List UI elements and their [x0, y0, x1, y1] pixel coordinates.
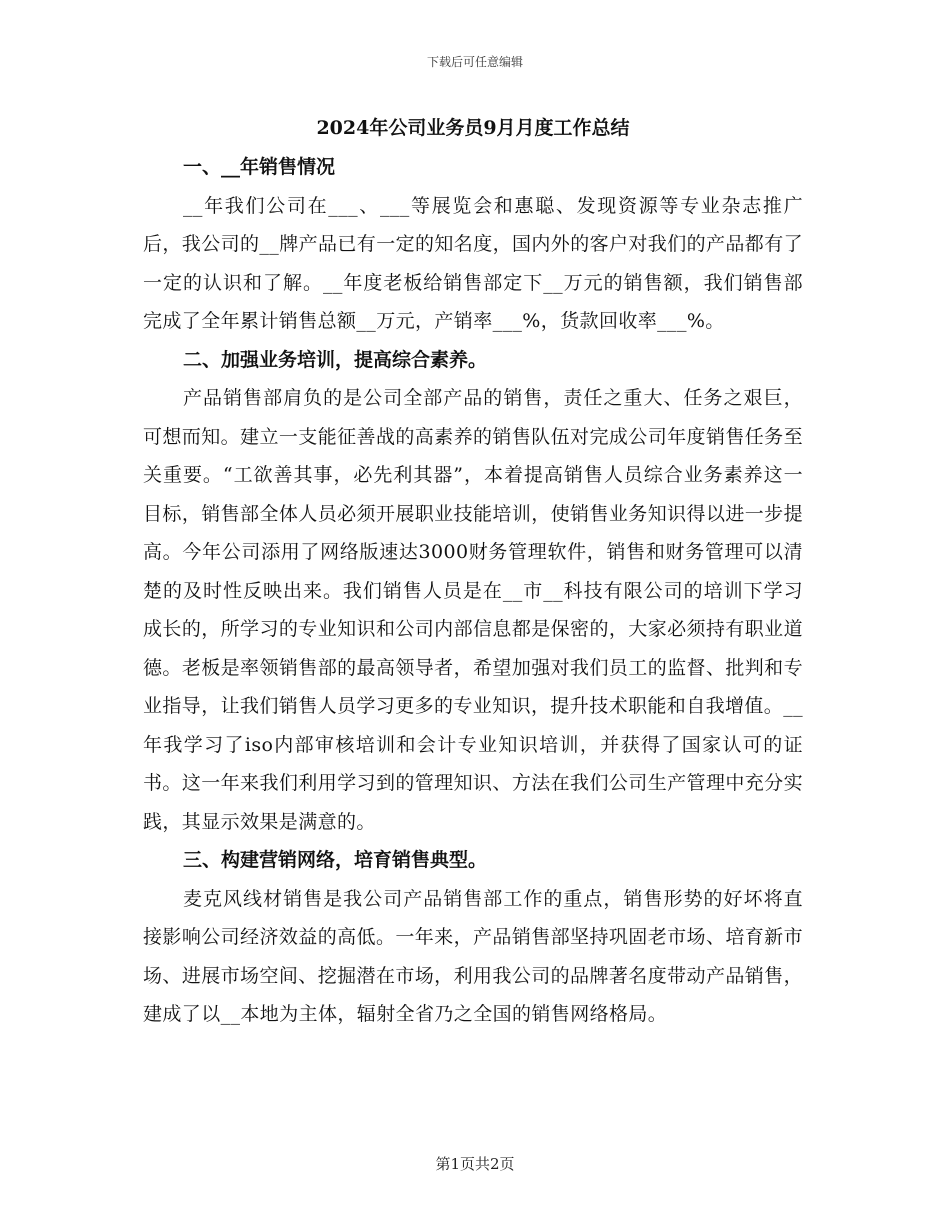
section-heading-3: 三、构建营销网络，培育销售典型。	[183, 849, 488, 871]
page-footer: 第1页共2页	[435, 1155, 515, 1173]
section-heading-2: 二、加强业务培训，提高综合素养。	[183, 348, 488, 371]
section-paragraph-2: 产品销售部肩负的是公司全部产品的销售，责任之重大、任务之艰巨，可想而知。建立一支能征善战的高素养的销售队伍对完成公司年度销售任务至关重要。“工欲善其事，必先利其器”，本着提高销售人员综合业务素养这一目标，销售部全体人员必须开展职业技能培训，使销售业务知识得以进一步提高。今年公司添用了网络版速达3000财务管理软件，销售和财务管理可以清楚的及时性反映出来。我们销售人员是在__市__科技有限公司的培训下学习成长的，所学习的专业知识和公司内部信息都是保密的，大家必须持有职业道德。老板是率领销售部的最高领导者，希望加强对我们员工的监督、批判和专业指导，让我们销售人员学习更多的专业知识，提升技术职能和自我增值。__年我学习了iso内部审核培训和会计专业知识培训，并获得了国家认可的证书。这一年来我们利用学习到的管理知识、方法在我们公司生产管理中充分实践，其显示效果是满意的。	[143, 387, 804, 833]
section-heading-1: 一、__年销售情况	[183, 156, 336, 178]
page-header: 下载后可任意编辑	[426, 55, 523, 69]
document-title: 2024年公司业务员9月月度工作总结	[316, 117, 630, 139]
document-body	[143, 108, 803, 1034]
section-paragraph-1: __年我们公司在___、___等展览会和惠聪、发现资源等专业杂志推广后，我公司的__牌产品已有一定的知名度，国内外的客户对我们的产品都有了一定的认识和了解。__年度老板给销售部定下__万元的销售额，我们销售部完成了全年累计销售总额__万元，产销率___%，货款回收率___%。	[143, 194, 804, 332]
section-paragraph-3: 麦克风线材销售是我公司产品销售部工作的重点，销售形势的好坏将直接影响公司经济效益的高低。一年来，产品销售部坚持巩固老市场、培育新市场、进展市场空间、挖掘潜在市场，利用我公司的品牌著名度带动产品销售，建成了以__本地为主体，辐射全省乃之全国的销售网络格局。	[143, 887, 803, 1025]
